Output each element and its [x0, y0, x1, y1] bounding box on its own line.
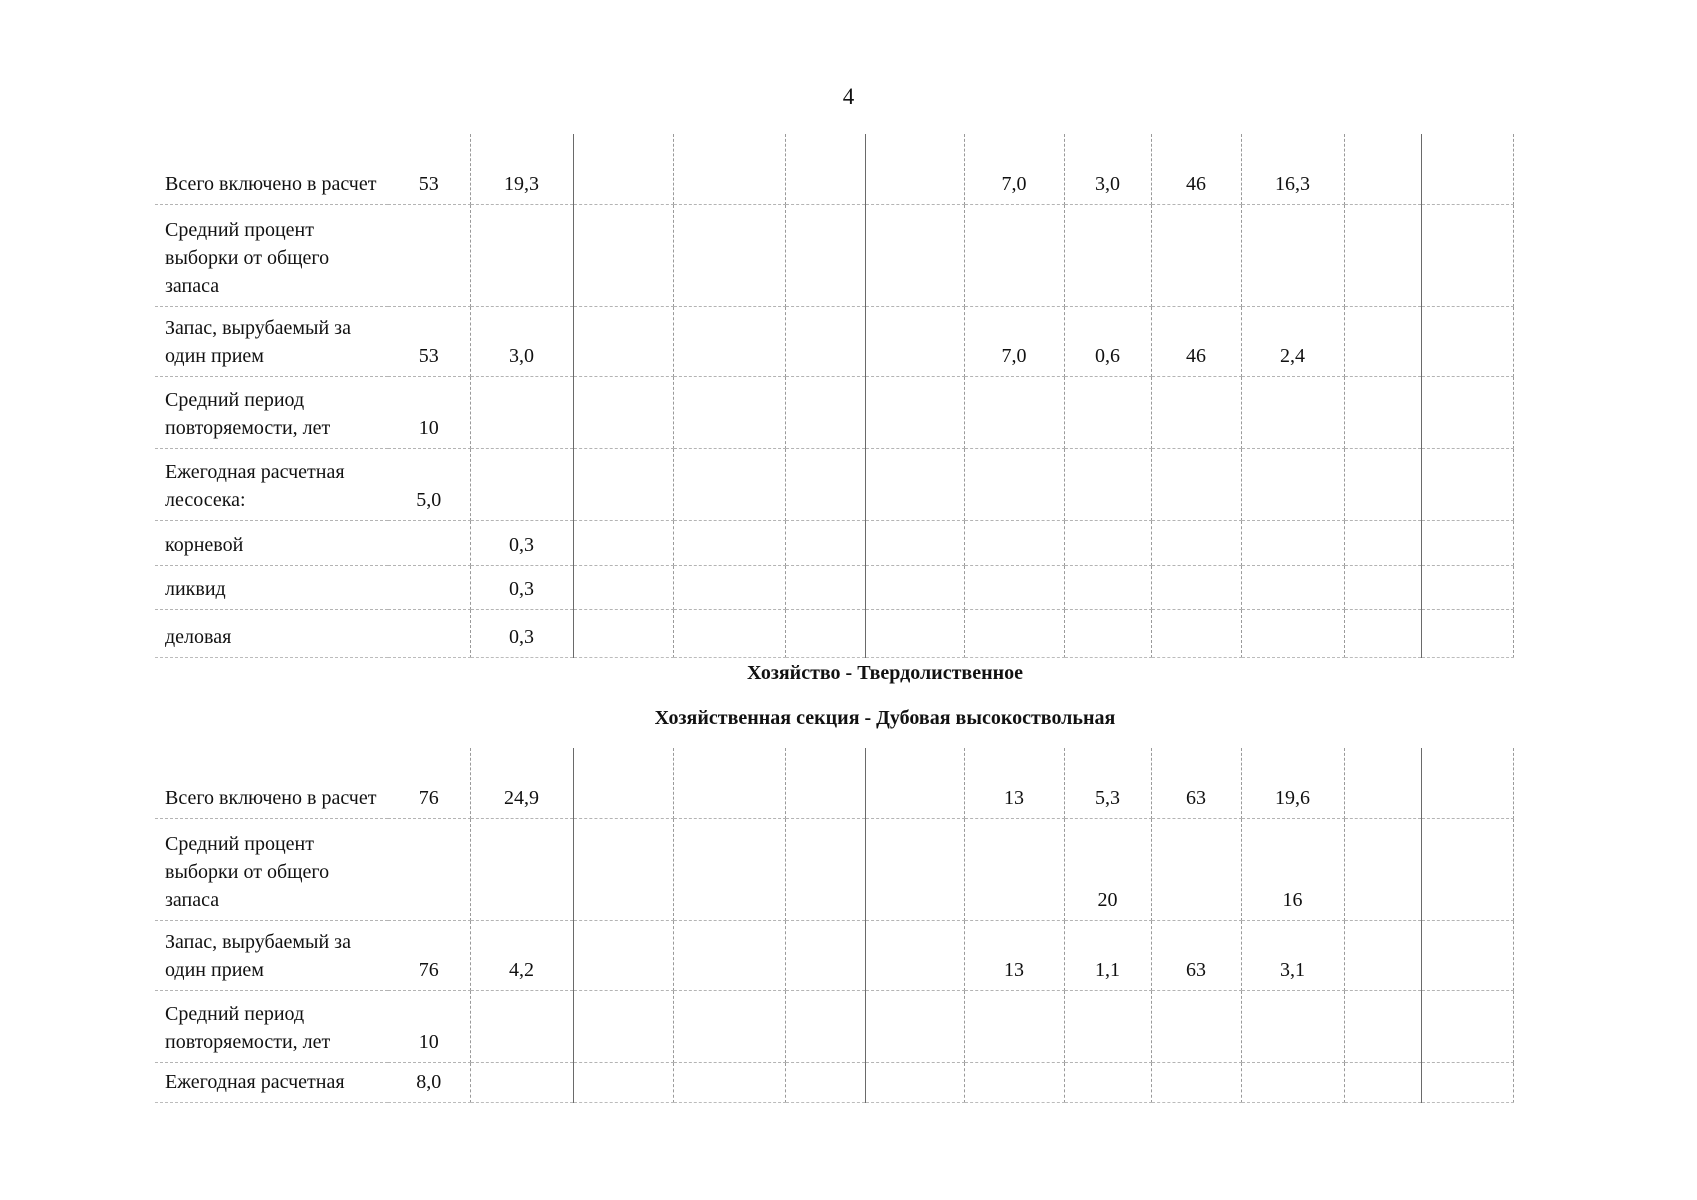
cell-c11 [1344, 609, 1421, 657]
cell-c11 [1344, 306, 1421, 376]
cell-c6 [865, 134, 964, 204]
table-row [155, 565, 1513, 609]
cell-c5 [785, 990, 865, 1062]
cell-c6 [865, 1062, 964, 1102]
row-label: Всего включено в расчет [155, 134, 388, 204]
cell-c1 [388, 204, 470, 306]
table-row [155, 609, 1513, 657]
cell-c11 [1344, 990, 1421, 1062]
cell-c6 [865, 609, 964, 657]
heading-economy: Хозяйство - Твердолиственное [746, 662, 1023, 684]
cell-c1: 76 [388, 920, 470, 990]
cell-c9 [1151, 204, 1241, 306]
page-number: 4 [842, 84, 855, 109]
cell-c5 [785, 448, 865, 520]
cell-c2: 0,3 [470, 520, 573, 565]
cell-c7 [964, 520, 1064, 565]
cell-c12 [1421, 920, 1513, 990]
cell-c12 [1421, 204, 1513, 306]
cell-c9: 63 [1151, 748, 1241, 818]
forest-calc-table-1 [155, 134, 1514, 658]
cell-c12 [1421, 520, 1513, 565]
cell-c5 [785, 204, 865, 306]
row-label: Ежегодная расчетная лесосека: [155, 448, 388, 520]
row-label: Средний период повторяемости, лет [155, 376, 388, 448]
table-row [155, 1062, 1513, 1102]
cell-c1: 53 [388, 306, 470, 376]
cell-c8 [1064, 520, 1151, 565]
cell-c8 [1064, 609, 1151, 657]
cell-c9 [1151, 818, 1241, 920]
cell-c7 [964, 1062, 1064, 1102]
cell-c1: 8,0 [388, 1062, 470, 1102]
cell-c3 [573, 920, 673, 990]
cell-c5 [785, 609, 865, 657]
cell-c5 [785, 818, 865, 920]
cell-c6 [865, 565, 964, 609]
cell-c10 [1241, 520, 1344, 565]
cell-c6 [865, 204, 964, 306]
cell-c12 [1421, 748, 1513, 818]
cell-c9: 46 [1151, 306, 1241, 376]
cell-c11 [1344, 134, 1421, 204]
cell-c11 [1344, 204, 1421, 306]
cell-c10: 19,6 [1241, 748, 1344, 818]
cell-c1 [388, 565, 470, 609]
cell-c11 [1344, 1062, 1421, 1102]
cell-c12 [1421, 818, 1513, 920]
cell-c11 [1344, 748, 1421, 818]
table-section-1 [155, 134, 1514, 658]
table-row [155, 748, 1513, 818]
cell-c2 [470, 204, 573, 306]
row-label: Средний процент выборки от общего запаса [155, 204, 388, 306]
cell-c8: 1,1 [1064, 920, 1151, 990]
cell-c1 [388, 609, 470, 657]
row-label: деловая [155, 609, 388, 657]
cell-c9 [1151, 1062, 1241, 1102]
table-row [155, 520, 1513, 565]
cell-c8 [1064, 204, 1151, 306]
forest-calc-table-2 [155, 748, 1514, 1103]
cell-c6 [865, 818, 964, 920]
cell-c7: 7,0 [964, 306, 1064, 376]
cell-c2: 24,9 [470, 748, 573, 818]
table-row [155, 376, 1513, 448]
cell-c8 [1064, 990, 1151, 1062]
cell-c8 [1064, 565, 1151, 609]
cell-c3 [573, 306, 673, 376]
cell-c5 [785, 376, 865, 448]
cell-c2: 3,0 [470, 306, 573, 376]
cell-c4 [673, 748, 785, 818]
cell-c1 [388, 520, 470, 565]
cell-c1 [388, 818, 470, 920]
cell-c10: 2,4 [1241, 306, 1344, 376]
cell-c7 [964, 448, 1064, 520]
cell-c3 [573, 1062, 673, 1102]
cell-c9 [1151, 990, 1241, 1062]
cell-c9 [1151, 520, 1241, 565]
cell-c2 [470, 1062, 573, 1102]
cell-c3 [573, 565, 673, 609]
cell-c7: 13 [964, 920, 1064, 990]
row-label: Всего включено в расчет [155, 748, 388, 818]
cell-c3 [573, 520, 673, 565]
cell-c2 [470, 448, 573, 520]
cell-c4 [673, 376, 785, 448]
cell-c12 [1421, 609, 1513, 657]
cell-c1: 5,0 [388, 448, 470, 520]
cell-c1: 53 [388, 134, 470, 204]
cell-c10 [1241, 990, 1344, 1062]
cell-c10 [1241, 565, 1344, 609]
cell-c10 [1241, 1062, 1344, 1102]
cell-c3 [573, 990, 673, 1062]
cell-c12 [1421, 990, 1513, 1062]
cell-c2: 0,3 [470, 565, 573, 609]
cell-c6 [865, 920, 964, 990]
cell-c6 [865, 748, 964, 818]
cell-c10: 16,3 [1241, 134, 1344, 204]
cell-c6 [865, 520, 964, 565]
cell-c4 [673, 1062, 785, 1102]
cell-c3 [573, 448, 673, 520]
cell-c12 [1421, 448, 1513, 520]
cell-c7: 7,0 [964, 134, 1064, 204]
cell-c12 [1421, 306, 1513, 376]
cell-c11 [1344, 448, 1421, 520]
cell-c1: 76 [388, 748, 470, 818]
cell-c2: 4,2 [470, 920, 573, 990]
table-row [155, 920, 1513, 990]
cell-c5 [785, 748, 865, 818]
table-row [155, 448, 1513, 520]
table-row [155, 818, 1513, 920]
cell-c9 [1151, 565, 1241, 609]
cell-c4 [673, 520, 785, 565]
cell-c7 [964, 609, 1064, 657]
cell-c10 [1241, 376, 1344, 448]
cell-c3 [573, 134, 673, 204]
row-label: Запас, вырубаемый за один прием [155, 920, 388, 990]
table-row [155, 134, 1513, 204]
cell-c4 [673, 990, 785, 1062]
cell-c11 [1344, 520, 1421, 565]
cell-c12 [1421, 376, 1513, 448]
cell-c6 [865, 448, 964, 520]
cell-c9: 46 [1151, 134, 1241, 204]
cell-c3 [573, 609, 673, 657]
cell-c11 [1344, 376, 1421, 448]
cell-c3 [573, 748, 673, 818]
cell-c4 [673, 609, 785, 657]
cell-c7: 13 [964, 748, 1064, 818]
cell-c5 [785, 920, 865, 990]
cell-c10 [1241, 204, 1344, 306]
row-label: Запас, вырубаемый за один прием [155, 306, 388, 376]
cell-c3 [573, 204, 673, 306]
cell-c4 [673, 306, 785, 376]
cell-c5 [785, 565, 865, 609]
heading-economic-section: Хозяйственная секция - Дубовая высокоствольная [654, 707, 1116, 729]
cell-c9 [1151, 609, 1241, 657]
cell-c7 [964, 204, 1064, 306]
cell-c4 [673, 818, 785, 920]
cell-c10: 16 [1241, 818, 1344, 920]
cell-c1: 10 [388, 376, 470, 448]
cell-c9: 63 [1151, 920, 1241, 990]
cell-c2 [470, 376, 573, 448]
row-label: Ежегодная расчетная [155, 1062, 388, 1102]
cell-c4 [673, 920, 785, 990]
cell-c6 [865, 306, 964, 376]
cell-c12 [1421, 1062, 1513, 1102]
cell-c5 [785, 134, 865, 204]
cell-c4 [673, 134, 785, 204]
row-label: корневой [155, 520, 388, 565]
cell-c9 [1151, 448, 1241, 520]
cell-c8: 20 [1064, 818, 1151, 920]
row-label: Средний процент выборки от общего запаса [155, 818, 388, 920]
cell-c5 [785, 306, 865, 376]
cell-c5 [785, 1062, 865, 1102]
row-label: ликвид [155, 565, 388, 609]
cell-c7 [964, 990, 1064, 1062]
cell-c5 [785, 520, 865, 565]
cell-c2: 19,3 [470, 134, 573, 204]
cell-c7 [964, 376, 1064, 448]
table-row [155, 204, 1513, 306]
cell-c8 [1064, 376, 1151, 448]
cell-c8: 5,3 [1064, 748, 1151, 818]
table-row [155, 306, 1513, 376]
cell-c10: 3,1 [1241, 920, 1344, 990]
cell-c7 [964, 565, 1064, 609]
cell-c3 [573, 376, 673, 448]
cell-c6 [865, 376, 964, 448]
cell-c8: 0,6 [1064, 306, 1151, 376]
cell-c2 [470, 990, 573, 1062]
cell-c8: 3,0 [1064, 134, 1151, 204]
cell-c4 [673, 565, 785, 609]
cell-c4 [673, 448, 785, 520]
cell-c8 [1064, 1062, 1151, 1102]
cell-c2: 0,3 [470, 609, 573, 657]
cell-c12 [1421, 134, 1513, 204]
cell-c4 [673, 204, 785, 306]
cell-c11 [1344, 565, 1421, 609]
cell-c7 [964, 818, 1064, 920]
table-row [155, 990, 1513, 1062]
cell-c11 [1344, 818, 1421, 920]
cell-c3 [573, 818, 673, 920]
cell-c9 [1151, 376, 1241, 448]
cell-c2 [470, 818, 573, 920]
cell-c11 [1344, 920, 1421, 990]
cell-c1: 10 [388, 990, 470, 1062]
cell-c10 [1241, 609, 1344, 657]
cell-c8 [1064, 448, 1151, 520]
table-section-2 [155, 748, 1514, 1103]
cell-c12 [1421, 565, 1513, 609]
cell-c10 [1241, 448, 1344, 520]
cell-c6 [865, 990, 964, 1062]
row-label: Средний период повторяемости, лет [155, 990, 388, 1062]
